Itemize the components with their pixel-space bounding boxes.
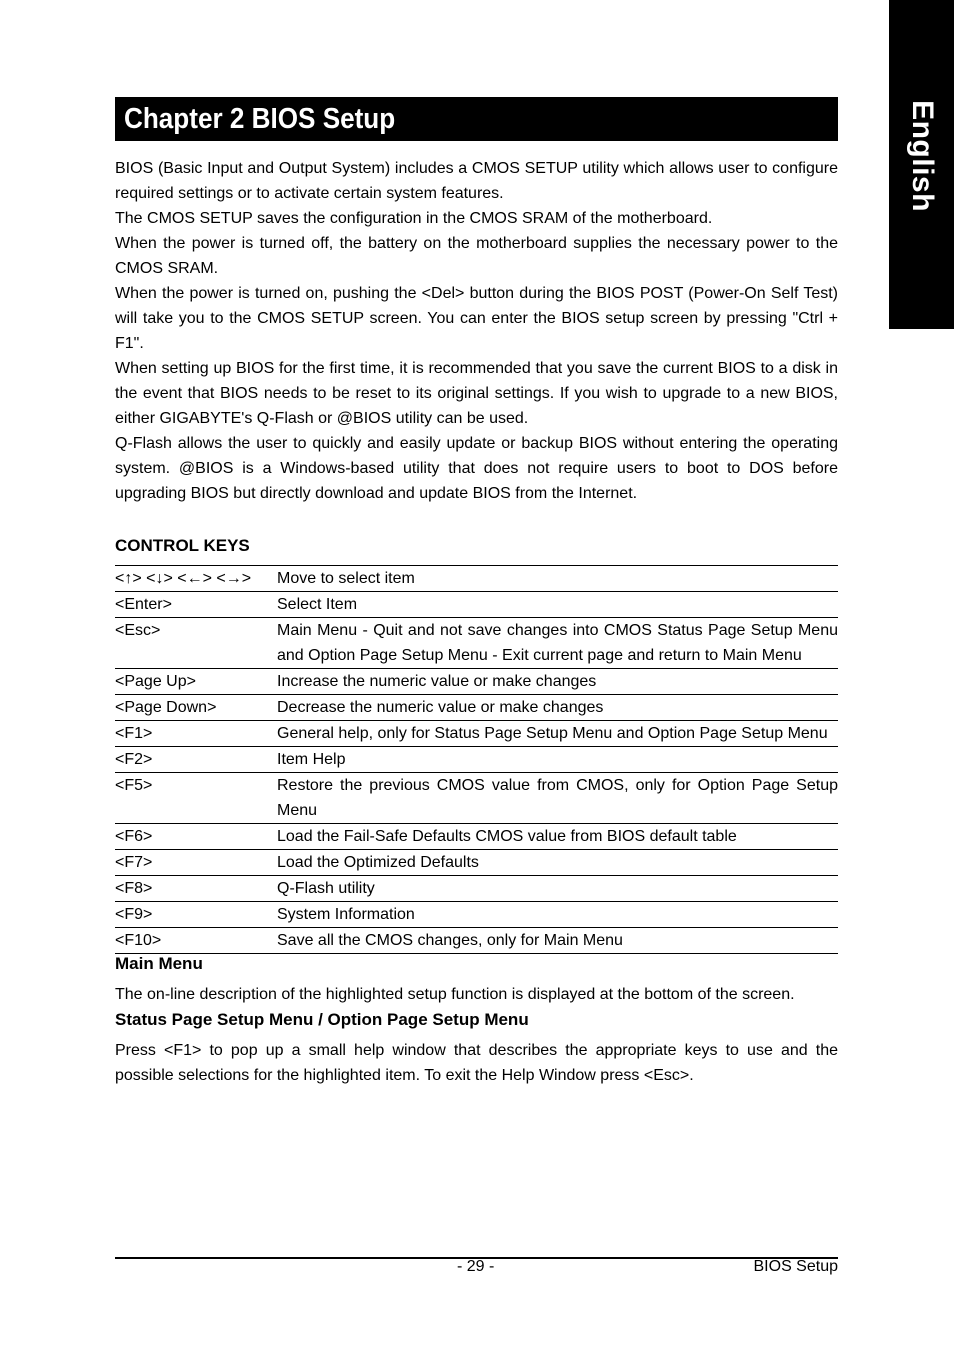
key-cell: <Page Down> bbox=[115, 695, 277, 721]
table-row bbox=[115, 824, 838, 850]
key-cell: <F10> bbox=[115, 928, 277, 954]
intro-paragraph: When the power is turned on, pushing the <Del> button during the BIOS POST (Power-On Self Test) will take you to the CMOS SETUP screen. You can enter the BIOS setup screen by pressing "Ctrl + F1". bbox=[115, 285, 838, 352]
page-number: - 29 - bbox=[457, 1258, 495, 1275]
intro-paragraph: Q-Flash allows the user to quickly and easily update or backup BIOS without entering the operating system. @BIOS is a Windows-based utility that does not require users to boot to DOS before upgrading BIOS but directly download and update BIOS from the Internet. bbox=[115, 435, 838, 502]
key-cell: <F6> bbox=[115, 824, 277, 850]
status-menu-text: Press <F1> to pop up a small help window that describes the appropriate keys to use and the possible selections for the highlighted item. To exit the Help Window press <Esc>. bbox=[115, 1042, 838, 1084]
description-cell: Save all the CMOS changes, only for Main Menu bbox=[277, 928, 838, 954]
status-menu-heading: Status Page Setup Menu / Option Page Setup Menu bbox=[115, 1010, 529, 1029]
table-row bbox=[115, 876, 838, 902]
table-row bbox=[115, 902, 838, 928]
key-cell: <F9> bbox=[115, 902, 277, 928]
chapter-title-bar bbox=[115, 97, 838, 141]
intro-paragraph: BIOS (Basic Input and Output System) includes a CMOS SETUP utility which allows user to configure required settings or to activate certain system features. bbox=[115, 160, 838, 202]
description-cell: Q-Flash utility bbox=[277, 876, 838, 902]
table-row bbox=[115, 850, 838, 876]
key-cell: <F7> bbox=[115, 850, 277, 876]
main-menu-heading: Main Menu bbox=[115, 954, 203, 973]
table-row bbox=[115, 566, 838, 592]
intro-text bbox=[115, 156, 838, 506]
key-cell: <Page Up> bbox=[115, 669, 277, 695]
description-cell: System Information bbox=[277, 902, 838, 928]
control-keys-heading: CONTROL KEYS bbox=[115, 536, 250, 555]
intro-paragraph: When the power is turned off, the battery on the motherboard supplies the necessary power to the CMOS SRAM. bbox=[115, 235, 838, 277]
description-cell: Select Item bbox=[277, 592, 838, 618]
table-row bbox=[115, 721, 838, 747]
table-row bbox=[115, 618, 838, 669]
key-cell: <↑> <↓> <←> <→> bbox=[115, 566, 277, 592]
language-tab bbox=[889, 0, 954, 329]
table-row bbox=[115, 592, 838, 618]
table-row bbox=[115, 928, 838, 954]
table-row bbox=[115, 773, 838, 824]
footer-section-title: BIOS Setup bbox=[753, 1258, 838, 1275]
table-row bbox=[115, 747, 838, 773]
key-cell: <F8> bbox=[115, 876, 277, 902]
intro-paragraph: The CMOS SETUP saves the configuration in the CMOS SRAM of the motherboard. bbox=[115, 210, 713, 227]
description-cell: Decrease the numeric value or make changes bbox=[277, 695, 838, 721]
key-cell: <F2> bbox=[115, 747, 277, 773]
table-row bbox=[115, 695, 838, 721]
main-menu-text: The on-line description of the highlighted setup function is displayed at the bottom of the screen. bbox=[115, 986, 795, 1003]
table-row bbox=[115, 669, 838, 695]
description-cell: Load the Optimized Defaults bbox=[277, 850, 838, 876]
key-cell: <Esc> bbox=[115, 618, 277, 669]
key-cell: <F5> bbox=[115, 773, 277, 824]
description-cell: Move to select item bbox=[277, 566, 838, 592]
chapter-title: Chapter 2 BIOS Setup bbox=[124, 103, 396, 135]
description-cell: Load the Fail-Safe Defaults CMOS value from BIOS default table bbox=[277, 824, 838, 850]
control-keys-table bbox=[115, 565, 838, 954]
key-cell: <F1> bbox=[115, 721, 277, 747]
description-cell: General help, only for Status Page Setup Menu and Option Page Setup Menu bbox=[277, 721, 838, 747]
intro-paragraph: When setting up BIOS for the first time, it is recommended that you save the current BIOS to a disk in the event that BIOS needs to be reset to its original settings. If you wish to upgrade to a new BIOS, either GIGABYTE's Q-Flash or @BIOS utility can be used. bbox=[115, 360, 838, 427]
description-cell: Main Menu - Quit and not save changes into CMOS Status Page Setup Menu and Option Page Setup Menu - Exit current page and return to Main Menu bbox=[277, 618, 838, 669]
description-cell: Item Help bbox=[277, 747, 838, 773]
description-cell: Increase the numeric value or make changes bbox=[277, 669, 838, 695]
key-cell: <Enter> bbox=[115, 592, 277, 618]
description-cell: Restore the previous CMOS value from CMOS, only for Option Page Setup Menu bbox=[277, 773, 838, 824]
language-tab-label: English bbox=[905, 100, 939, 212]
